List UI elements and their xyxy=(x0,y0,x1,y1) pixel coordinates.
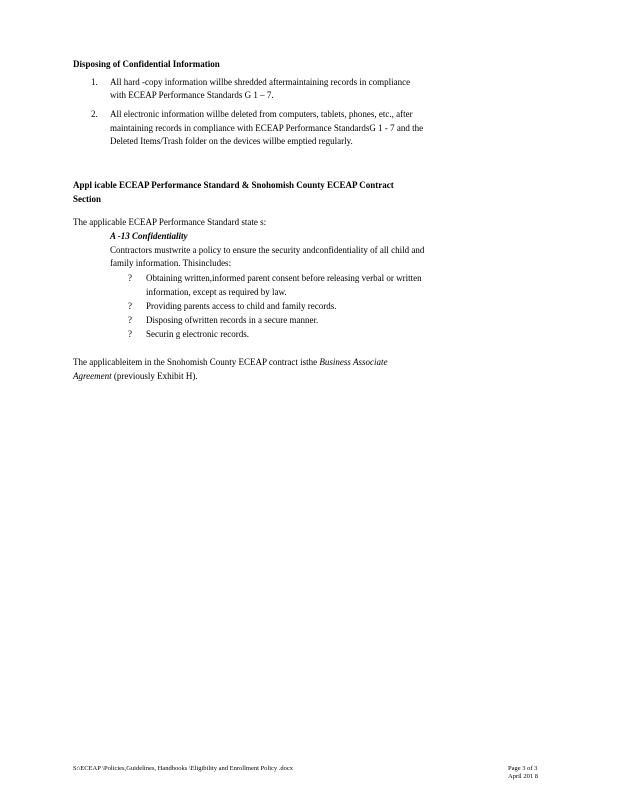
footer-date: April 201 8 xyxy=(508,773,538,780)
bullet-text: information, except as required by law. xyxy=(146,287,287,297)
footer-page-number: Page 3 of 3 xyxy=(508,765,538,772)
heading-text: Disposing of Confidential Information xyxy=(73,59,220,69)
standard-text: Contractors mustwrite a policy to ensure the security andconfidentiality of all child and xyxy=(110,245,425,255)
list-number: 1. xyxy=(91,77,98,87)
contract-text xyxy=(73,358,387,367)
list-item-text: All electronic information willbe deleted from computers, tablets, phones, etc., after xyxy=(110,109,413,119)
standard-id: A -13 Confidentiality xyxy=(110,231,188,241)
bullet-icon: ? xyxy=(128,301,132,311)
section-heading-applicable: Appl icable ECEAP Performance Standard & Snohomish County ECEAP Contract xyxy=(73,180,394,190)
contract-text-italic: Agreement xyxy=(73,371,112,381)
list-item-text: All hard -copy information willbe shredded aftermaintaining records in compliance xyxy=(110,77,411,87)
contract-text-plain: (previously Exhibit H). xyxy=(113,371,198,381)
list-item-text: Deleted Items/Trash folder on the devices willbe emptied regularly. xyxy=(110,136,353,146)
bullet-text: Obtaining written,informed parent consent before releasing verbal or written xyxy=(146,273,422,283)
contract-text-plain: The applicableitem in the Snohomish County ECEAP contract isthe xyxy=(73,357,318,367)
bullet-icon: ? xyxy=(128,273,132,283)
section-heading-applicable-cont: Section xyxy=(73,194,101,204)
bullet-icon: ? xyxy=(128,315,132,325)
bullet-text: Securin g electronic records. xyxy=(146,329,249,339)
contract-text-italic: Business Associate xyxy=(319,357,388,367)
list-item-text: maintaining records in compliance with ECEAP Performance StandardsG 1 - 7 and the xyxy=(110,123,424,133)
bullet-text: Providing parents access to child and family records. xyxy=(146,301,337,311)
list-item-text: with ECEAP Performance Standards G 1 – 7. xyxy=(110,90,274,100)
intro-text: The applicable ECEAP Performance Standard state s: xyxy=(73,217,267,227)
footer-path: S:\ECEAP \Policies,Guidelines, Handbooks \Eligibility and Enrollment Policy .docx xyxy=(73,765,294,772)
standard-text: family information. Thisincludes: xyxy=(110,258,232,268)
bullet-icon: ? xyxy=(128,329,132,339)
section-heading-disposing xyxy=(73,60,253,69)
contract-text xyxy=(73,372,198,381)
bullet-text: Disposing ofwritten records in a secure manner. xyxy=(146,315,319,325)
list-number: 2. xyxy=(91,109,98,119)
